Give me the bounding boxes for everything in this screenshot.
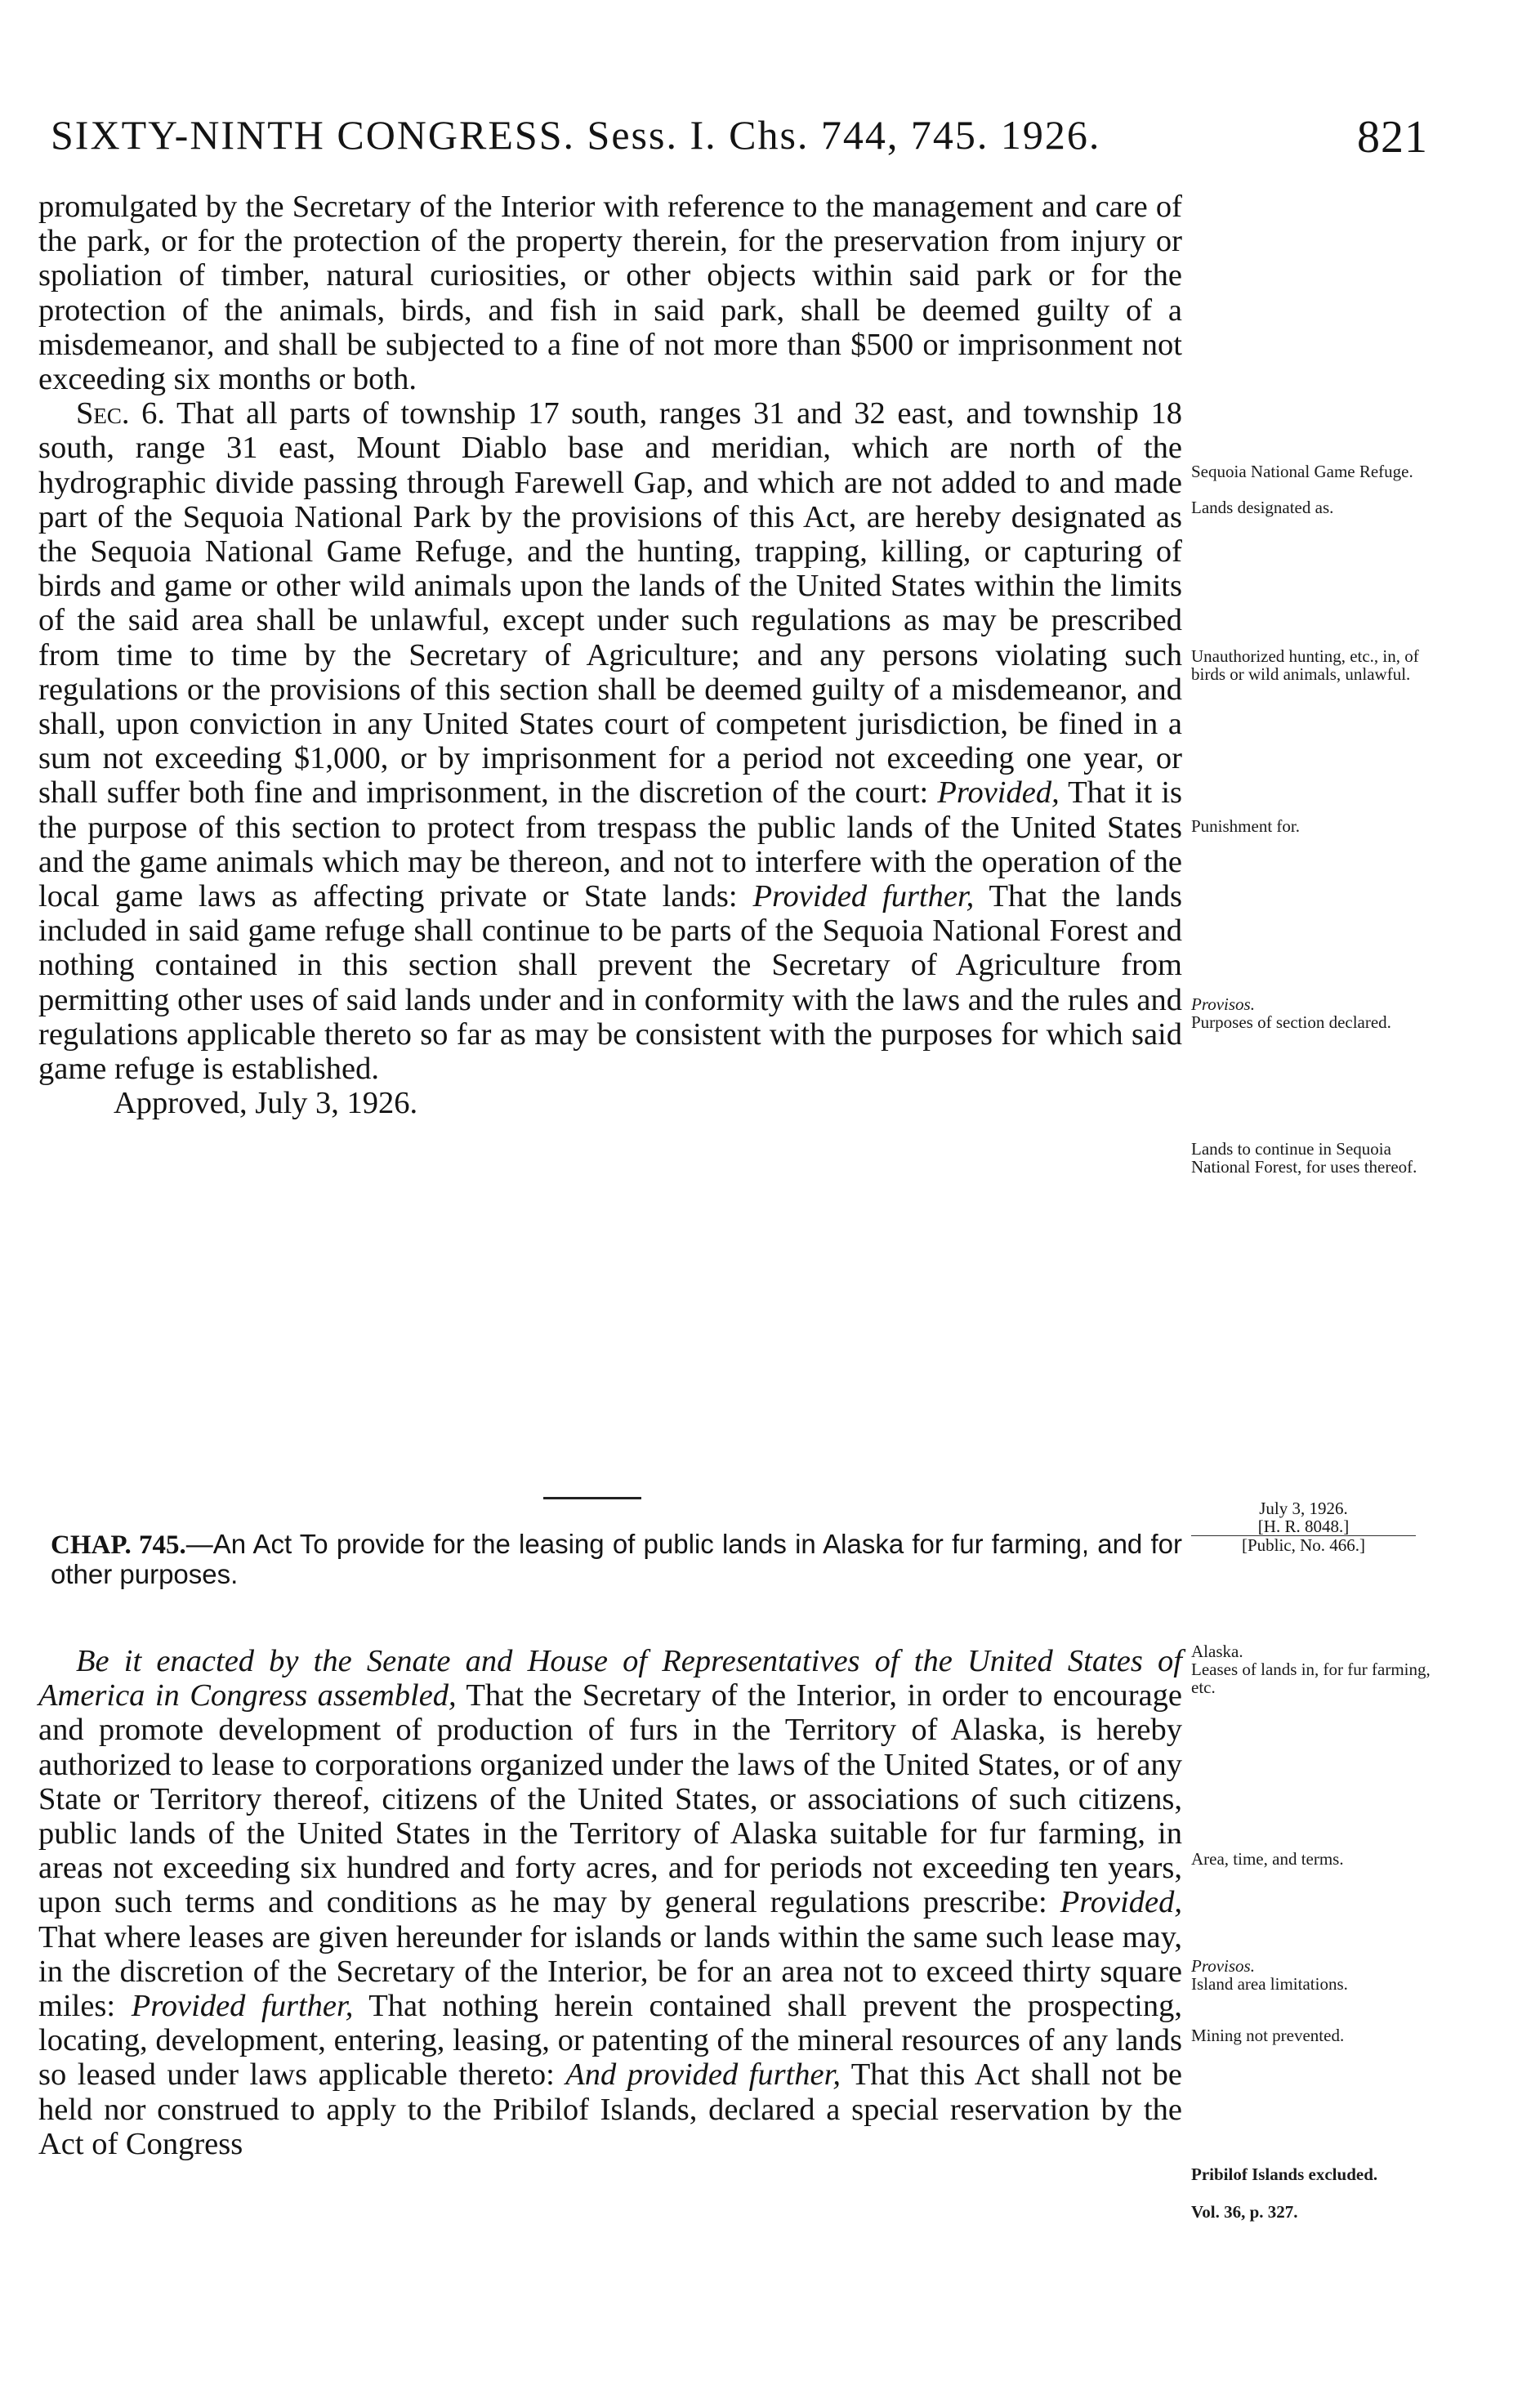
margin-note-unauthorized-hunting: Unauthorized hunting, etc., in, of birds or wild animals, unlawful. — [1191, 646, 1419, 684]
chapter-745-label: CHAP. 745. — [51, 1530, 186, 1560]
enacting-clause: Be it enacted by the Senate and House of Representatives of the United States of America in Congress assembled, — [38, 1644, 1182, 1713]
margin-note-lands-continue: Lands to continue in Sequoia National Forest, for uses thereof. — [1191, 1139, 1417, 1177]
chapter-745-paragraph — [38, 1644, 1182, 2161]
section-6-paragraph — [38, 396, 1182, 1086]
margin-note-area-time-terms: Area, time, and terms. — [1191, 1849, 1344, 1869]
margin-note-leases: Leases of lands in, for fur farming, etc. — [1191, 1660, 1431, 1697]
approval-line: Approved, July 3, 1926. — [114, 1086, 418, 1121]
proviso-2: Provided further, — [752, 879, 975, 914]
chapter-744-body — [38, 190, 1182, 1120]
margin-note-purposes: Purposes of section declared. — [1191, 1012, 1391, 1032]
section-6-text-part-1: That all parts of township 17 south, ranges 31 and 32 east, and township 18 south, range 31 east, Mount Diablo base and meridian, which are north of the hydrographic divide passing through Farewell Gap, and which are not added to and made part of the Sequoia National Park by the provisions of this Act, are hereby designated as the Sequoia National Game Refuge, and the hunting, trapping, killing, or capturing of birds and game or other wild animals upon the lands of the United States within the limits of the said area shall be unlawful, except under such regulations as may be prescribed from time to time by the Secretary of Agriculture; and any persons violating such regulations or the provisions of this section shall be deemed guilty of a misdemeanor, and shall, upon conviction in any United States court of competent jurisdiction, be fined in a sum not exceeding $1,000, or by imprisonment for a period not exceeding one year, or shall suffer both fine and imprisonment, in the discretion of the court: — [38, 396, 1182, 811]
margin-note-mining: Mining not prevented. — [1191, 2026, 1345, 2045]
chapter-745-bill: [H. R. 8048.] — [1191, 1517, 1416, 1536]
margin-note-game-refuge: Sequoia National Game Refuge. — [1191, 462, 1413, 481]
section-6-text-part-2: That it is the purpose of this section to protect from trespass the public lands of the United States and the game animals which may be thereon, and not to interfere with the operation of the local game laws as affecting private or State lands: — [38, 775, 1183, 914]
chapter-745-text-2: That where leases are given hereunder for islands or lands within the same such lease may, in the discretion of the Secretary of the Interior, be for an area not to exceed thirty square miles: — [38, 1919, 1182, 2024]
section-divider — [543, 1497, 641, 1499]
margin-note-pribilof: Pribilof Islands excluded. — [1191, 2164, 1378, 2184]
chapter-745-title: —An Act To provide for the leasing of public lands in Alaska for fur farming, and for other purposes. — [51, 1529, 1182, 1589]
section-6-label: Sec. 6. — [76, 396, 166, 431]
page-number: 821 — [1357, 112, 1428, 163]
chapter-745-proviso-3: And provided further, — [565, 2057, 841, 2093]
chapter-745-heading — [51, 1530, 1182, 1589]
margin-note-punishment: Punishment for. — [1191, 816, 1301, 836]
chapter-745-body — [38, 1644, 1182, 2161]
chapter-745-date: July 3, 1926. — [1259, 1499, 1348, 1518]
running-header: SIXTY-NINTH CONGRESS. Sess. I. Chs. 744, 745. 1926. — [51, 112, 1101, 158]
chapter-745-proviso-2: Provided further, — [131, 1989, 354, 2024]
chapter-745-text-3: That nothing herein contained shall prevent the prospecting, locating, development, entering, leasing, or patenting of the mineral resources of any lands so leased under laws applicable thereto: — [38, 1989, 1182, 2093]
proviso-1: Provided, — [937, 775, 1060, 811]
chapter-745-public-no: [Public, No. 466.] — [1241, 1535, 1366, 1555]
chapter-745-text-4: That this Act shall not be held nor construed to apply to the Pribilof Islands, declared a special reservation by the Act of Congress — [38, 2057, 1183, 2161]
margin-note-provisos: Provisos. — [1191, 994, 1255, 1014]
section-5-continued-paragraph: promulgated by the Secretary of the Interior with reference to the management and care of the park, or for the protection of the property therein, for the preservation from injury or spoliation of timber, natural curiosities, or other objects within said park or for the protection of the animals, birds, and fish in said park, shall be deemed guilty of a misdemeanor, and shall be subjected to a fine of not more than $500 or imprisonment not exceeding six months or both. — [38, 190, 1182, 397]
margin-note-alaska: Alaska. — [1191, 1642, 1243, 1661]
margin-note-lands-designated: Lands designated as. — [1191, 498, 1334, 517]
section-6-text-part-3: That the lands included in said game refuge shall continue to be parts of the Sequoia National Forest and nothing contained in this section shall prevent the Secretary of Agriculture from permitting other uses of said lands under and in conformity with the laws and the rules and regulations applicable thereto so far as may be consistent with the purposes for which said game refuge is established. — [38, 879, 1183, 1087]
chapter-745-proviso-1: Provided, — [1060, 1885, 1183, 1920]
chapter-745-date-block — [1191, 1499, 1416, 1554]
margin-note-island-area: Island area limitations. — [1191, 1974, 1348, 1994]
margin-note-provisos-745: Provisos. — [1191, 1956, 1255, 1976]
margin-note-volume-ref: Vol. 36, p. 327. — [1191, 2202, 1298, 2222]
chapter-745-text-1: That the Secretary of the Interior, in order to encourage and promote development of production of furs in the Territory of Alaska, is hereby authorized to lease to corporations organized under the laws of the United States, or of any State or Territory thereof, citizens of the United States, or associations of such citizens, public lands of the United States in the Territory of Alaska suitable for fur farming, in areas not exceeding six hundred and forty acres, and for periods not exceeding ten years, upon such terms and conditions as he may by general regulations prescribe: — [38, 1678, 1182, 1920]
